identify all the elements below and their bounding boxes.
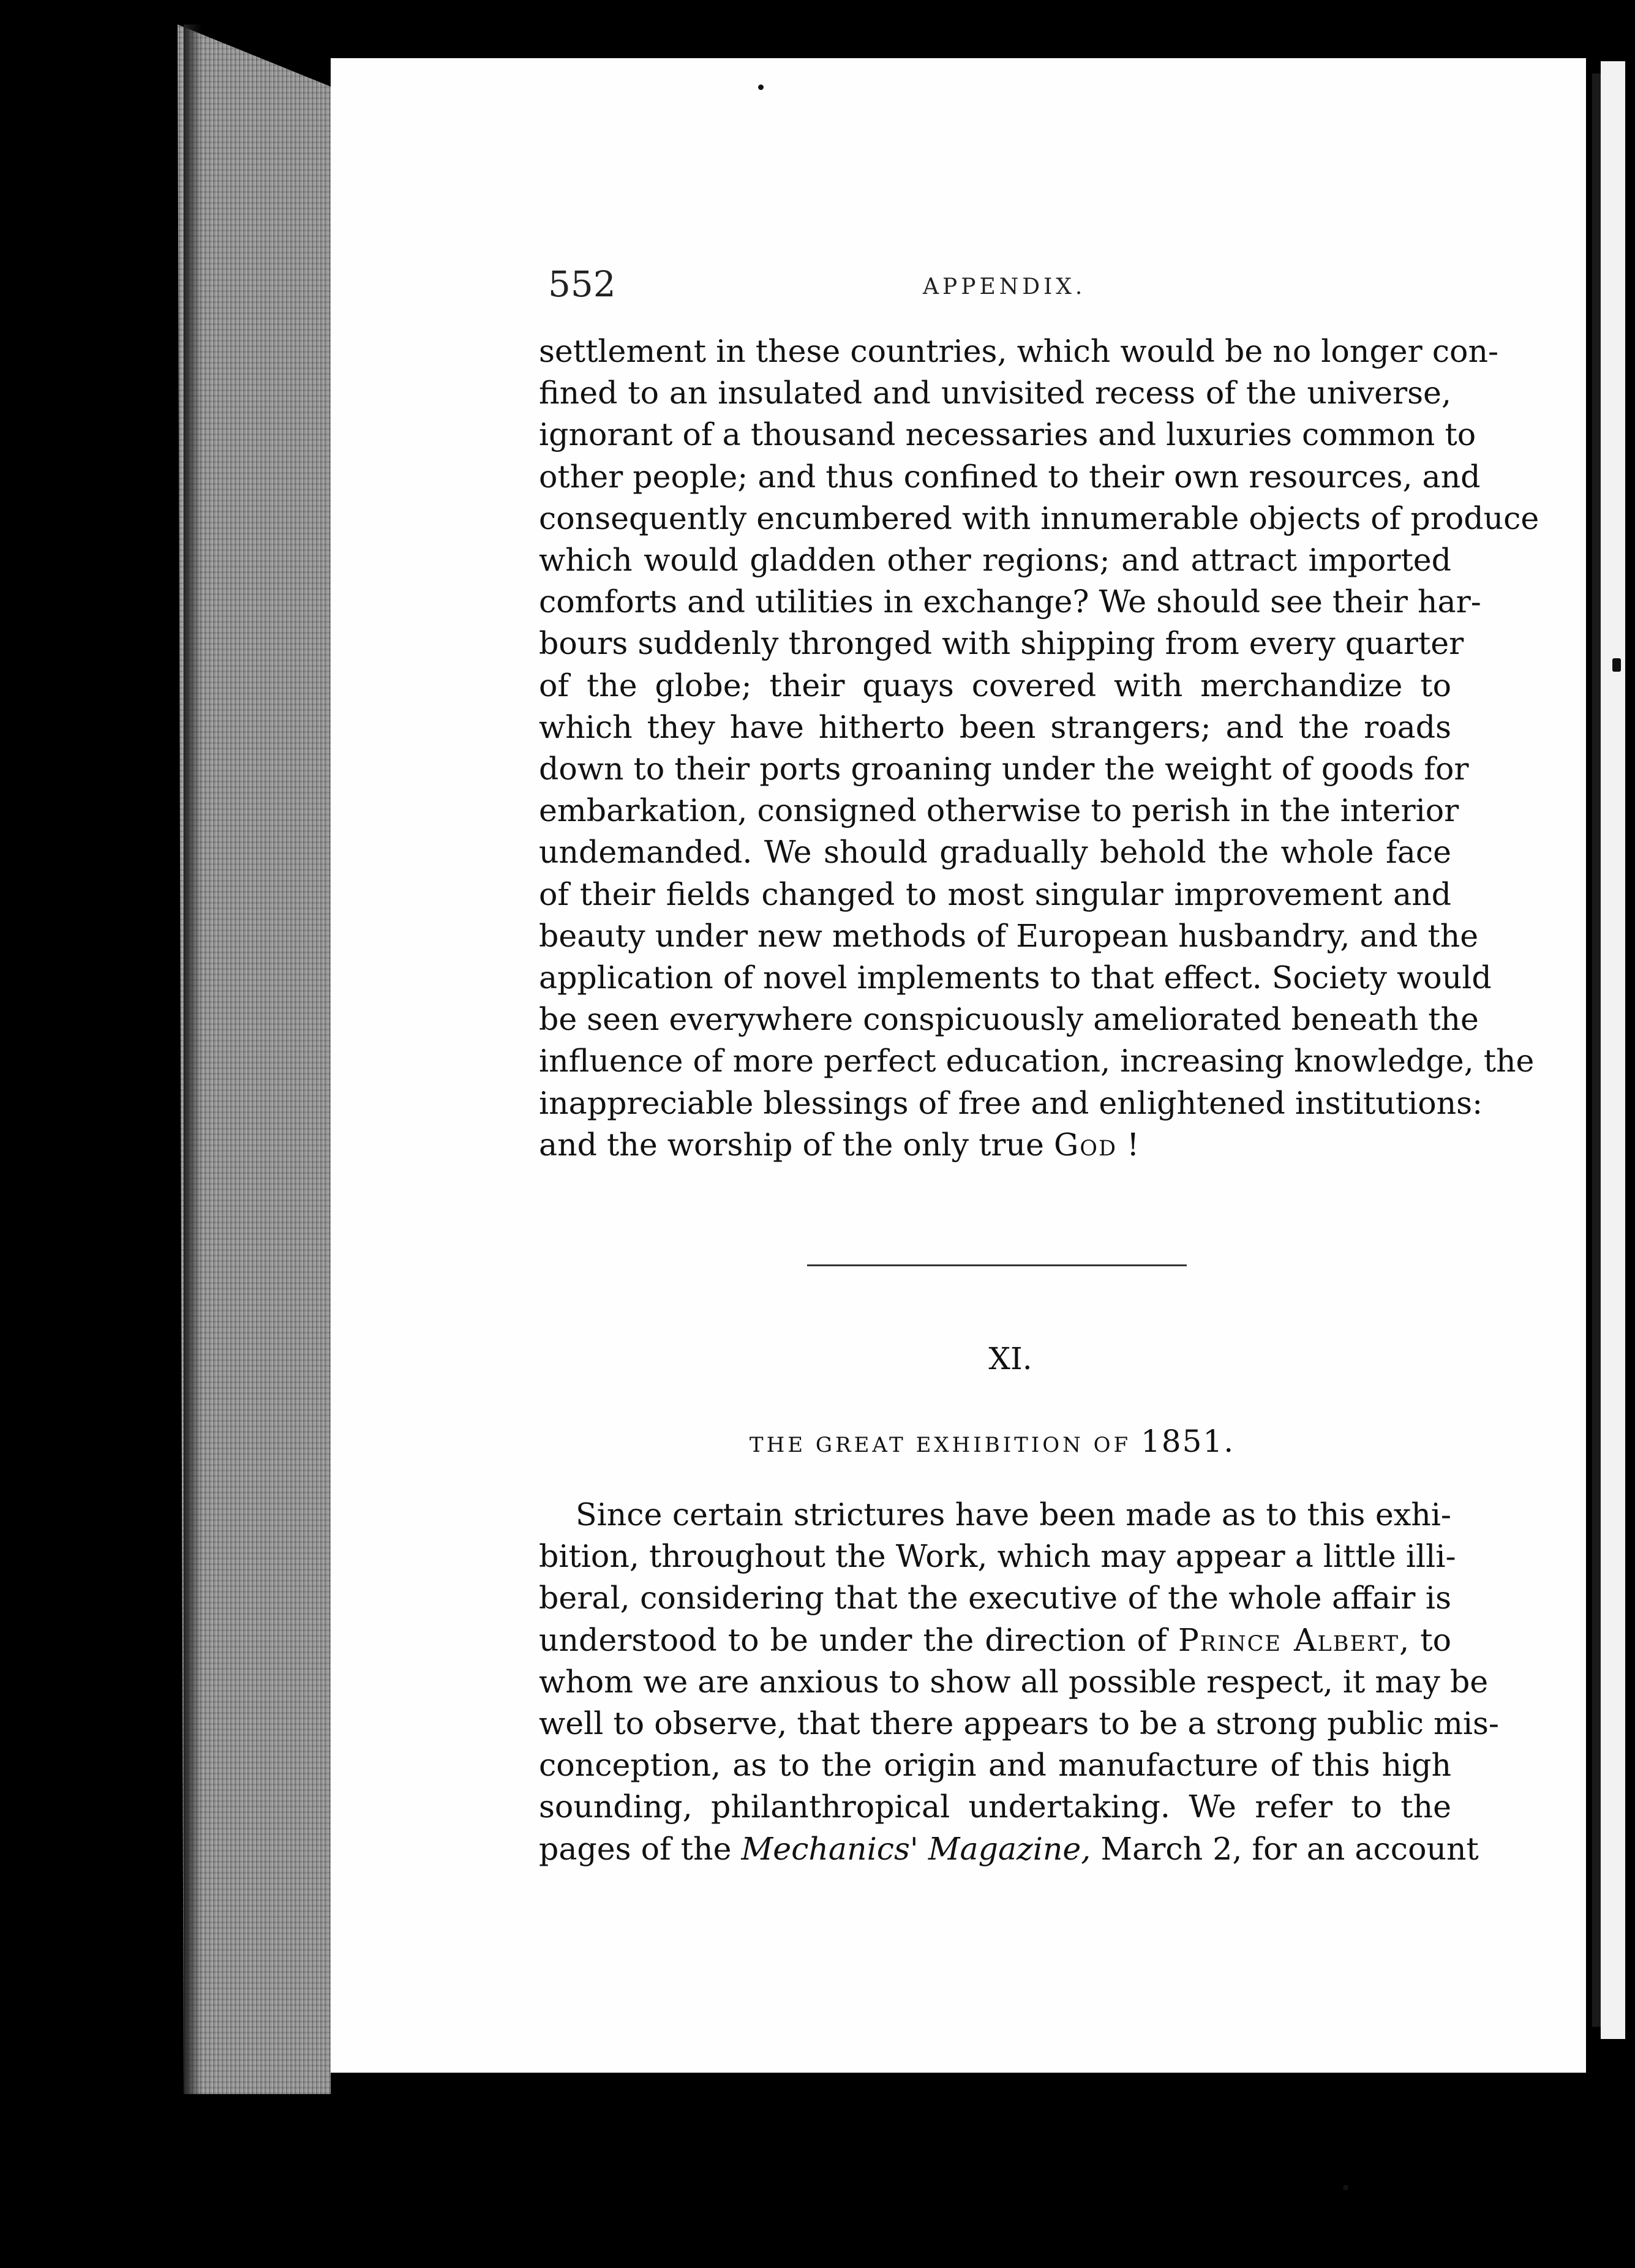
text-line: whom we are anxious to show all possible respect, it may be xyxy=(539,1663,1489,1700)
god-smallcaps: God xyxy=(1053,1126,1118,1163)
text-line: well to observe, that there appears to be a strong public mis- xyxy=(539,1705,1499,1742)
text-fragment: understood to be under the direction of xyxy=(539,1621,1178,1658)
text-line: of their fields changed to most singular improvement and xyxy=(539,876,1451,912)
text-line: Since certain strictures have been made as to this exhi- xyxy=(576,1496,1451,1533)
speck-mark xyxy=(1343,2185,1348,2190)
section-divider xyxy=(807,1264,1187,1266)
paragraph-exhibition xyxy=(539,1494,1499,1870)
text-line: embarkation, consigned otherwise to perish in the interior xyxy=(539,792,1459,829)
text-line: application of novel implements to that effect. Society would xyxy=(539,959,1492,996)
text-line: of the globe; their quays covered with merchandize to xyxy=(539,667,1451,704)
text-fragment: and the worship of the only true xyxy=(539,1126,1054,1163)
text-line: settlement in these countries, which would be no longer con- xyxy=(539,333,1499,369)
text-line xyxy=(539,1620,1451,1661)
section-title-text: THE GREAT EXHIBITION OF xyxy=(749,1433,1141,1457)
text-line: influence of more perfect education, increasing knowledge, the xyxy=(539,1043,1535,1080)
speck-mark xyxy=(758,84,764,90)
text-line: ignorant of a thousand necessaries and luxuries common to xyxy=(539,416,1476,453)
text-line: beauty under new methods of European husbandry, and the xyxy=(539,917,1479,954)
running-title: APPENDIX. xyxy=(923,274,1086,299)
paragraph-continued xyxy=(539,331,1539,1166)
text-line: bours suddenly thronged with shipping from every quarter xyxy=(539,625,1464,662)
text-line: undemanded. We should gradually behold the whole face xyxy=(539,834,1451,871)
text-fragment: ! xyxy=(1117,1126,1140,1163)
text-line: fined to an insulated and unvisited recess of the universe, xyxy=(539,375,1451,411)
section-title xyxy=(612,1424,1372,1459)
text-line: beral, considering that the executive of the whole affair is xyxy=(539,1580,1451,1617)
text-line: other people; and thus confined to their own resources, and xyxy=(539,458,1481,495)
text-line: comforts and utilities in exchange? We should see their har- xyxy=(539,584,1481,620)
text-fragment: pages of the xyxy=(539,1830,742,1867)
text-line: consequently encumbered with innumerable objects of produce xyxy=(539,500,1539,536)
text-fragment: March 2, for an account xyxy=(1091,1830,1479,1867)
text-fragment: , to xyxy=(1399,1621,1451,1658)
speck-mark xyxy=(1612,658,1621,672)
running-head xyxy=(548,263,1454,306)
section-number: XI. xyxy=(988,1341,1032,1376)
facing-page-strip xyxy=(1601,61,1625,2039)
book-edge-shadow xyxy=(184,24,202,2094)
text-line: conception, as to the origin and manufacture of this high xyxy=(539,1747,1451,1784)
text-line xyxy=(539,1124,1451,1166)
prince-albert-smallcaps: Prince Albert xyxy=(1178,1621,1400,1658)
text-line: sounding, philanthropical undertaking. We refer to the xyxy=(539,1789,1451,1825)
page-number: 552 xyxy=(548,263,616,305)
gutter-shadow xyxy=(1592,73,1601,2027)
section-title-year: 1851. xyxy=(1140,1424,1235,1459)
text-line: bition, throughout the Work, which may appear a little illi- xyxy=(539,1538,1456,1575)
text-line: inappreciable blessings of free and enlightened institutions: xyxy=(539,1084,1483,1121)
text-line: down to their ports groaning under the weight of goods for xyxy=(539,751,1469,787)
text-line: be seen everywhere conspicuously ameliorated beneath the xyxy=(539,1001,1479,1038)
magazine-title: Mechanics' Magazine, xyxy=(741,1830,1091,1867)
text-line: which they have hitherto been strangers; and the roads xyxy=(539,708,1451,745)
text-line xyxy=(539,1828,1479,1870)
text-line: which would gladden other regions; and attract imported xyxy=(539,542,1451,579)
